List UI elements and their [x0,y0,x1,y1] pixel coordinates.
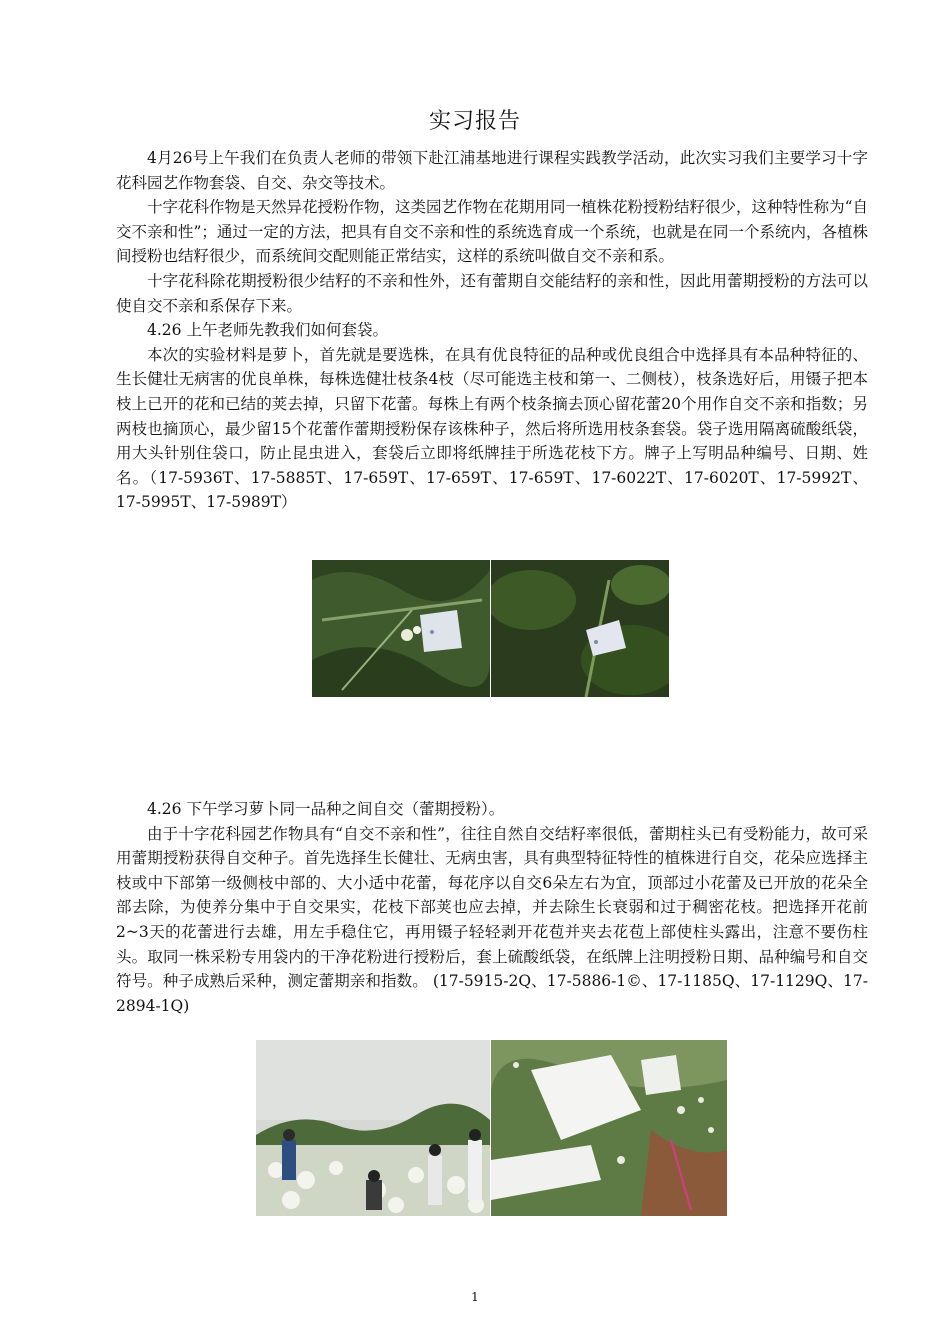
paragraph: 由于十字花科园艺作物具有“自交不亲和性”，往往自然自交结籽率很低，蕾期柱头已有受粉能力，故可采用蕾期授粉获得自交种子。首先选择生长健壮、无病虫害，具有典型特征特性的植株进行自交，花朵应选择主枝或中下部第一级侧枝中部的、大小适中花蕾，每花序以自交6朵左右为宜，顶部过小花蕾及已开放的花朵全部去除，为使养分集中于自交果实，花枝下部荚也应去掉，并去除生长衰弱和过于稠密花枝。把选择开花前2~3天的花蕾进行去雄，用左手稳住它，再用镊子轻轻剥开花苞并夹去花苞上部使柱头露出，注意不要伤柱头。取同一株采粉专用袋内的干净花粉进行授粉后，套上硫酸纸袋，在纸牌上注明授粉日期、品种编号和自交符号。种子成熟后采种，测定蕾期亲和指数。 (17-5915-2Q、17-5886-1©、17-1185Q、17-1129Q、17-2894-1Q) [116,824,868,1015]
page-title: 实习报告 [428,109,521,134]
paragraph: 4.26 上午老师先教我们如何套袋。 [147,321,388,340]
paragraph: 十字花科作物是天然异花授粉作物，这类园艺作物在花期用同一植株花粉授粉结籽很少，这种特性称为“自交不亲和性”；通过一定的方法，把具有自交不亲和性的系统选育成一个系统，也就是在同一个系统内，各植株间授粉也结籽很少，而系统间交配则能正常结实，这样的系统叫做自交不亲和系。 [116,198,868,266]
paragraph: 十字花科除花期授粉很少结籽的不亲和性外，还有蕾期自交能结籽的亲和性，因此用蕾期授粉的方法可以使自交不亲和系保存下来。 [116,271,868,315]
photo-field-students [256,1040,490,1216]
page-number: 1 [471,1290,479,1304]
paragraph: 4月26号上午我们在负责人老师的带领下赴江浦基地进行课程实践教学活动，此次实习我们主要学习十字花科园艺作物套袋、自交、杂交等技术。 [116,149,868,192]
photo-tagged-branch-2 [491,560,669,697]
photo-tagged-branch-1 [312,560,490,697]
paragraph: 本次的实验材料是萝卜，首先就是要选株，在具有优良特征的品种或优良组合中选择具有本品种特征的、生长健壮无病害的优良单株，每株选健壮枝条4枝（尽可能选主枝和第一、二侧枝），枝条选好后，用镊子把本枝上已开的花和已结的荚去掉，只留下花蕾。每株上有两个枝条摘去顶心留花蕾20个用作自交不亲和指数；另两枝也摘顶心，最少留15个花蕾作蕾期授粉保存该株种子，然后将所选用枝条套袋。袋子选用隔离硫酸纸袋，用大头针别住袋口，防止昆虫进入，套袋后立即将纸牌挂于所选花枝下方。牌子上写明品种编号、日期、姓名。（17-5936T、17-5885T、17-659T、17-659T、17-659T、17-6022T、17-6020T、17-5992T、17-5995T、17-5989T） [116,345,868,512]
photo-bagged-flowers [491,1040,727,1216]
paragraph: 4.26 下午学习萝卜同一品种之间自交（蕾期授粉）。 [147,800,505,818]
section-2 [116,797,868,1018]
section-1 [116,146,868,515]
